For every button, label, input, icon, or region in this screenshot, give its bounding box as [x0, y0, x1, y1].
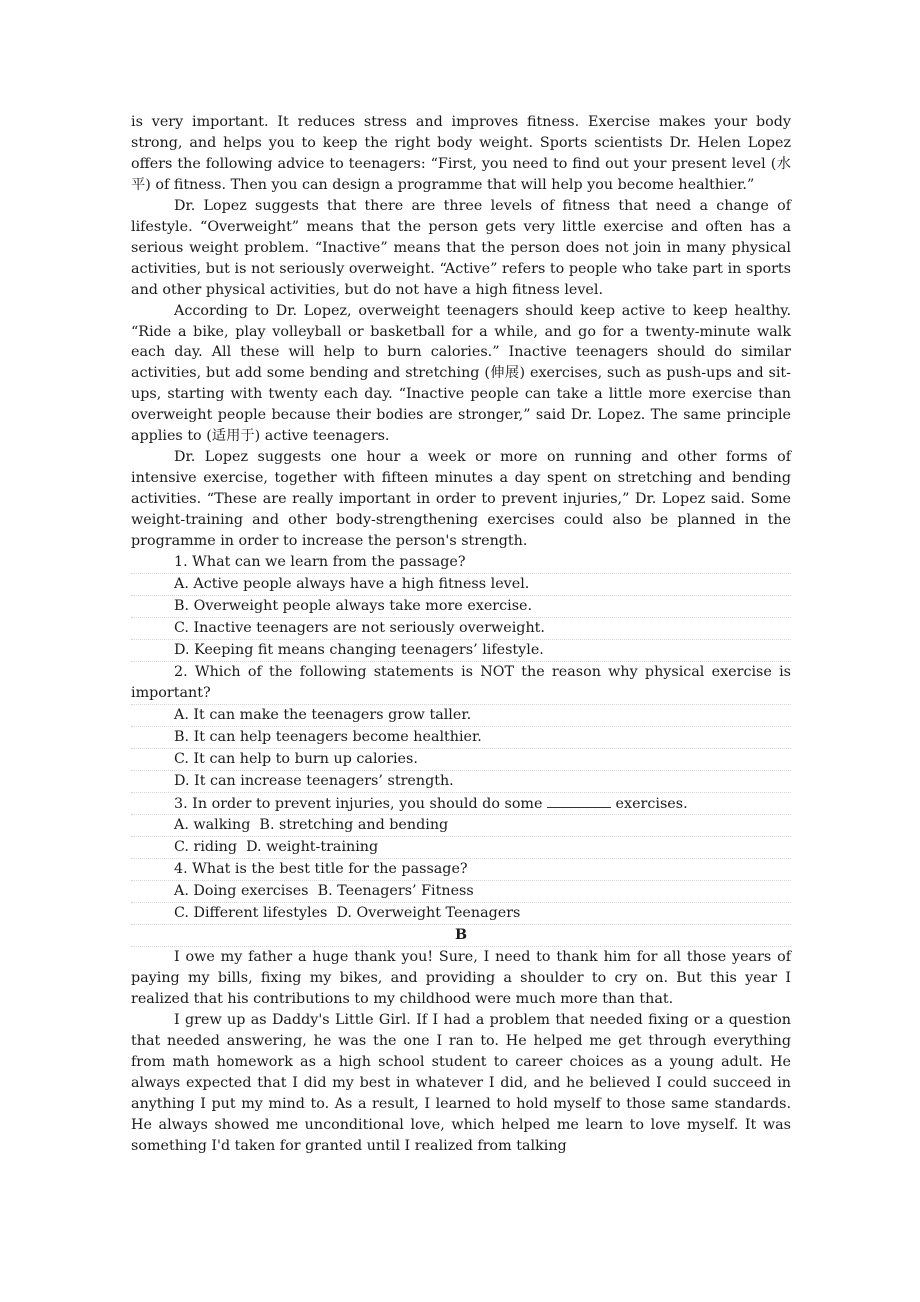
question-3-stem-before: 3. In order to prevent injuries, you should do some: [174, 795, 547, 812]
question-2-stem: 2. Which of the following statements is NOT the reason why physical exercise is important?: [131, 662, 791, 705]
question-3-options-cd: C. riding D. weight-training: [131, 837, 791, 859]
question-1-option-c: C. Inactive teenagers are not seriously overweight.: [131, 618, 791, 640]
passage-a-paragraph-2: Dr. Lopez suggests that there are three levels of fitness that need a change of lifestyle. “Overweight” means that the person gets very little exercise and often has a serious weight problem. “Inactive” means that the person does not join in many physical activities, but is not seriously overweight. “Active” refers to people who take part in sports and other physical activities, but do not have a high fitness level.: [131, 197, 791, 298]
question-1-stem: 1. What can we learn from the passage?: [131, 552, 791, 574]
answer-blank: [547, 793, 611, 808]
question-1: [131, 552, 791, 662]
question-2-option-a: A. It can make the teenagers grow taller.: [131, 705, 791, 727]
question-1-option-d: D. Keeping fit means changing teenagers’ lifestyle.: [131, 640, 791, 662]
question-2-option-c: C. It can help to burn up calories.: [131, 749, 791, 771]
question-2: [131, 662, 791, 793]
passage-a-paragraph-4: Dr. Lopez suggests one hour a week or more on running and other forms of intensive exercise, together with fifteen minutes a day spent on stretching and bending activities. “These are really important in order to prevent injuries,” Dr. Lopez said. Some weight-training and other body-strengthening exercises could also be planned in the programme in order to increase the person's strength.: [131, 449, 791, 550]
passage-b-paragraph-1: I owe my father a huge thank you! Sure, I need to thank him for all those years of paying my bills, fixing my bikes, and providing a shoulder to cry on. But this year I realized that his contributions to my childhood were much more than that.: [131, 949, 791, 1008]
passage-b-heading: B: [131, 925, 791, 947]
question-4-stem: 4. What is the best title for the passage?: [131, 859, 791, 881]
document-page: [131, 112, 791, 1157]
question-1-option-b: B. Overweight people always take more exercise.: [131, 596, 791, 618]
question-4-options-ab: A. Doing exercises B. Teenagers’ Fitness: [131, 881, 791, 903]
question-4-options-cd: C. Different lifestyles D. Overweight Teenagers: [131, 903, 791, 925]
passage-a-paragraph-1: is very important. It reduces stress and improves fitness. Exercise makes your body strong, and helps you to keep the right body weight. Sports scientists Dr. Helen Lopez offers the following advice to teenagers: “First, you need to find out your present level (水平) of fitness. Then you can design a programme that will help you become healthier.”: [131, 114, 791, 193]
question-2-option-d: D. It can increase teenagers’ strength.: [131, 771, 791, 793]
question-3-stem: [131, 793, 791, 816]
passage-a-paragraph-3: According to Dr. Lopez, overweight teenagers should keep active to keep healthy. “Ride a bike, play volleyball or basketball for a while, and go for a twenty-minute walk each day. All these will help to burn calories.” Inactive teenagers should do similar activities, but add some bending and stretching (伸展) exercises, such as push-ups and sit-ups, starting with twenty each day. “Inactive people can take a little more exercise than overweight people because their bodies are stronger,” said Dr. Lopez. The same principle applies to (适用于) active teenagers.: [131, 302, 791, 445]
question-4: [131, 859, 791, 925]
question-3-stem-after: exercises.: [611, 795, 688, 812]
question-3-options-ab: A. walking B. stretching and bending: [131, 815, 791, 837]
passage-b-paragraph-2: I grew up as Daddy's Little Girl. If I had a problem that needed fixing or a question that needed answering, he was the one I ran to. He helped me get through everything from math homework as a high school student to career choices as a young adult. He always expected that I did my best in whatever I did, and he believed I could succeed in anything I put my mind to. As a result, I learned to hold myself to those same standards. He always showed me unconditional love, which helped me learn to love myself. It was something I'd taken for granted until I realized from talking: [131, 1012, 791, 1154]
question-2-option-b: B. It can help teenagers become healthier.: [131, 727, 791, 749]
question-1-option-a: A. Active people always have a high fitness level.: [131, 574, 791, 596]
question-3: [131, 793, 791, 860]
